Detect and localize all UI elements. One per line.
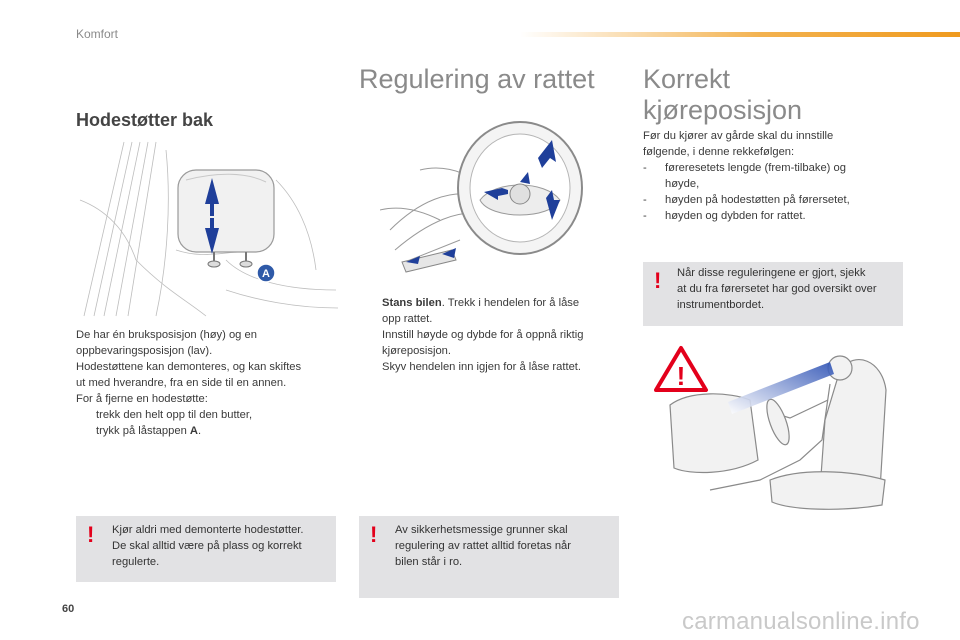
text-line: oppbevaringsposisjon (lav). (76, 345, 213, 357)
list-item: - føreresetets lengde (frem-tilbake) og høyde, (643, 162, 846, 190)
text-line: bilen står i ro. (395, 556, 463, 568)
list-item: trekk den helt opp til den butter, (76, 407, 346, 423)
warning-box-steering (359, 516, 619, 598)
rear-headrest-illustration (76, 140, 338, 318)
section-label: Komfort (76, 27, 119, 41)
list-item: Skyv hendelen inn igjen for å låse rattet. (362, 359, 622, 375)
bullet-icon (362, 359, 382, 375)
bullet-icon (76, 423, 96, 439)
list-item: Innstill høyde og dybde for å oppnå riktig kjøreposisjon. (362, 327, 622, 359)
text-line: Hodestøttene kan demonteres, og kan skiftes (76, 361, 302, 373)
text-line: regulerte. (112, 556, 160, 568)
text-line: at du fra førersetet har god oversikt over (677, 283, 877, 295)
seat-cushion (770, 472, 885, 510)
text-line: De skal alltid være på plass og korrekt (112, 540, 302, 552)
steering-wheel-illustration (380, 110, 605, 280)
headrest-cushion (178, 170, 274, 252)
exclamation-icon: ! (87, 522, 95, 547)
text-line: regulering av rattet alltid foretas når (395, 540, 571, 552)
list-item: - høyden og dybden for rattet. (643, 210, 806, 222)
text-line: Når disse reguleringene er gjort, sjekk (677, 267, 866, 279)
text-line: De har én bruksposisjon (høy) og en (76, 329, 257, 341)
sight-line (728, 362, 834, 414)
exclamation-icon: ! (370, 522, 378, 547)
text-line: Av sikkerhetsmessige grunner skal (395, 524, 568, 536)
exclamation-icon: ! (654, 268, 662, 293)
bullet-icon (362, 295, 382, 327)
bullet-icon (76, 407, 96, 423)
text-line: Kjør aldri med demonterte hodestøtter. (112, 524, 304, 536)
small-steering-wheel (762, 397, 793, 448)
driving-position-illustration (650, 340, 900, 515)
svg-text:A: A (262, 268, 270, 280)
list-item: - høyden på hodestøtten på førersetet, (643, 194, 850, 206)
title-driving-position: Korrekt kjøreposisjon (643, 64, 803, 125)
text-line: ut med hverandre, fra en side til en annen. (76, 377, 287, 389)
heading-rear-headrests: Hodestøtter bak (76, 110, 214, 130)
warning-box-headrests (76, 516, 336, 582)
steering-instructions (362, 295, 622, 375)
header-accent-bar (520, 32, 960, 37)
page-number: 60 (62, 603, 75, 615)
watermark: carmanualsonline.info (682, 608, 920, 635)
list-item: trykk på låstappen A. (76, 423, 346, 439)
driving-position-description (643, 128, 908, 224)
text-line: instrumentbordet. (677, 299, 765, 311)
text-line: Før du kjører av gårde skal du innstille (643, 130, 834, 142)
title-steering-adjustment: Regulering av rattet (359, 64, 595, 94)
warning-box-position (643, 262, 903, 326)
text-line: følgende, i denne rekkefølgen: (643, 146, 795, 158)
list-item: Stans bilen. Trekk i hendelen for å låse opp rattet. (362, 295, 622, 327)
text-line: For å fjerne en hodestøtte: (76, 393, 208, 405)
rear-headrest-description (76, 327, 346, 439)
svg-text:!: ! (676, 361, 686, 391)
bullet-icon (362, 327, 382, 359)
